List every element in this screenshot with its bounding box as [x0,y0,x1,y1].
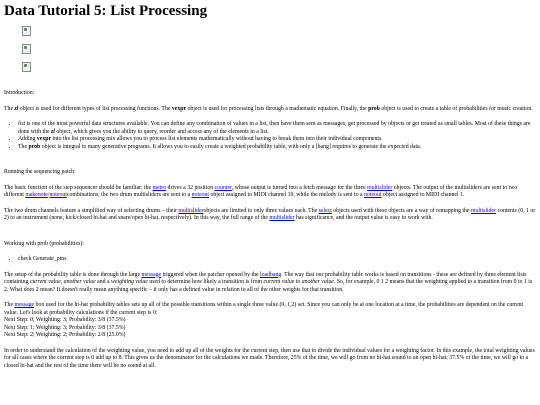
multislider-link[interactable]: multislider [178,207,204,214]
prob-paragraph-3: In order to understand the calculation of the weighting value, you need to add up all of the weights for the current step, then use that to divide the individual values for a weighting factor. In this example, the total weighting values for all cases where the current step is 0 add up to 8. This gives us the denominator for the calculations we made. Therefore, 25% of the time, we will go from no hi-hat sound to an open hi-hat; 37.5% of the time, we will go to a closed hi-hat and the rest of the time there will be no sound at all. [4,347,535,369]
list-item: • list is one of the most powerful data structures available. You can define any combination of values in a list, then have them sent as messages, get processed by objects or get treated as small tables. Most of these things are done with the zl object, which gives you the ability to query, reorder and access any of the elements in a list. [18,121,536,136]
probability-line: Next Step: 1; Weighting: 3; Probability: 3/8 (37.5%) [4,324,126,331]
metro-link[interactable]: metro [152,184,167,191]
image-group [22,26,536,72]
broken-image-icon [22,26,31,36]
intro-bullet-list [4,121,536,151]
check-list [4,256,536,264]
probability-line: Next Step: 2; Weighting: 2; Probability: 2/8 (25.0%) [4,332,126,338]
prob-paragraph-1: The setup of the probability table is done through the large message triggered when the patcher opened by the loadbang. The way that our probability table works is based on transitions - these are defined by three element lists containing current value, another value and a weighting value used to determine how likely a transition is from current value to another value. So, for example, 0 1 2 means that the weighting applied to a transition from 0 to 1 is 2. What does 2 mean? It doesn't really mean anything specific – it only has a defined value in relation to all of the other weights for that transition. [4,271,533,293]
intro-paragraph: The zl object is used for different types of list processing functions. The vexpr object is used for processing lists through a mathematic equation. Finally, the prob object is used to create a table of probabilities for music creation. [4,105,533,112]
broken-image-icon [22,62,31,72]
noteout-link[interactable]: noteout [49,192,67,198]
loadbang-link[interactable]: loadbang [260,271,282,278]
running-heading: Running the sequencing patch: [4,169,76,175]
page-title: Data Tutorial 5: List Processing [4,3,208,19]
list-item: • The prob object is integral to many generative programs. It allows you to easily create a weighted probability table, with only a [bang] requires to generate the expected data. [18,144,536,152]
makenote-link[interactable]: makenote [25,192,48,198]
running-paragraph-2: The two drum channels feature a simplified way of selecting drums – their multisliderobjects are limited to only three values each. The select objects used with these objects are a way of remapping the multislider contents (0, 1 or 2) to an instrument (none, kick/closed hi-hat and snare/open hi-hat, respectively). In this way, the full range of the multislider has significance, and the output value is easy to work with. [4,207,536,221]
probability-line: Next Step: 0; Weighting: 3; Probability: 3/8 (37.5%) [4,317,126,323]
message-link[interactable]: message [141,271,162,278]
intro-heading: Introduction: [4,90,35,96]
prob-paragraph-2: The message box used for the hi-hat probability tables sets up all of the possible transitions within a single three value (0, 1,2) set. Since you can only be at one location at a time, the probabilities are dependent on the current value. Let's look at probability calculations if the current step is 0: Next Step: 0; Weighting: 3; Probability: 3/8 (37.5%) Next Step: 1; Weighting: 3; Probability: 3/8 (37.5%) Next Step: 2; Weighting: 2; Probability: 2/8 (25.0%) [4,302,524,338]
message-link[interactable]: message [14,302,35,308]
list-item: • Adding vexpr into the list processing mix allows you to process list elements mathematically without having to break them into their individual components. [18,136,536,144]
check-item: • check Generate_ptns [18,256,536,264]
multislider-link[interactable]: multislider [367,184,393,191]
multislider-link[interactable]: multislider [269,215,295,221]
counter-link[interactable]: counter [214,184,232,191]
running-paragraph-1: The basic function of the step sequencer should be familiar: the metro drives a 32 position counter, whose output is turned into a fetch message for the three multislider objects. The output of the multisliders are sent to two different makenote/noteoutcombinations; the two drum multisliders are sent to a noteout object assigned to MIDI channel 10, while the melody is sent to a noteout object assigned to MIDI channel 1. [4,184,518,198]
working-heading: Working with prob (probabilities): [4,240,84,247]
broken-image-icon [22,44,31,54]
noteout-link[interactable]: noteout [364,192,382,198]
multislider-link[interactable]: multislider [470,207,497,214]
select-link[interactable]: select [318,207,332,214]
noteout-link[interactable]: noteout [191,192,210,198]
